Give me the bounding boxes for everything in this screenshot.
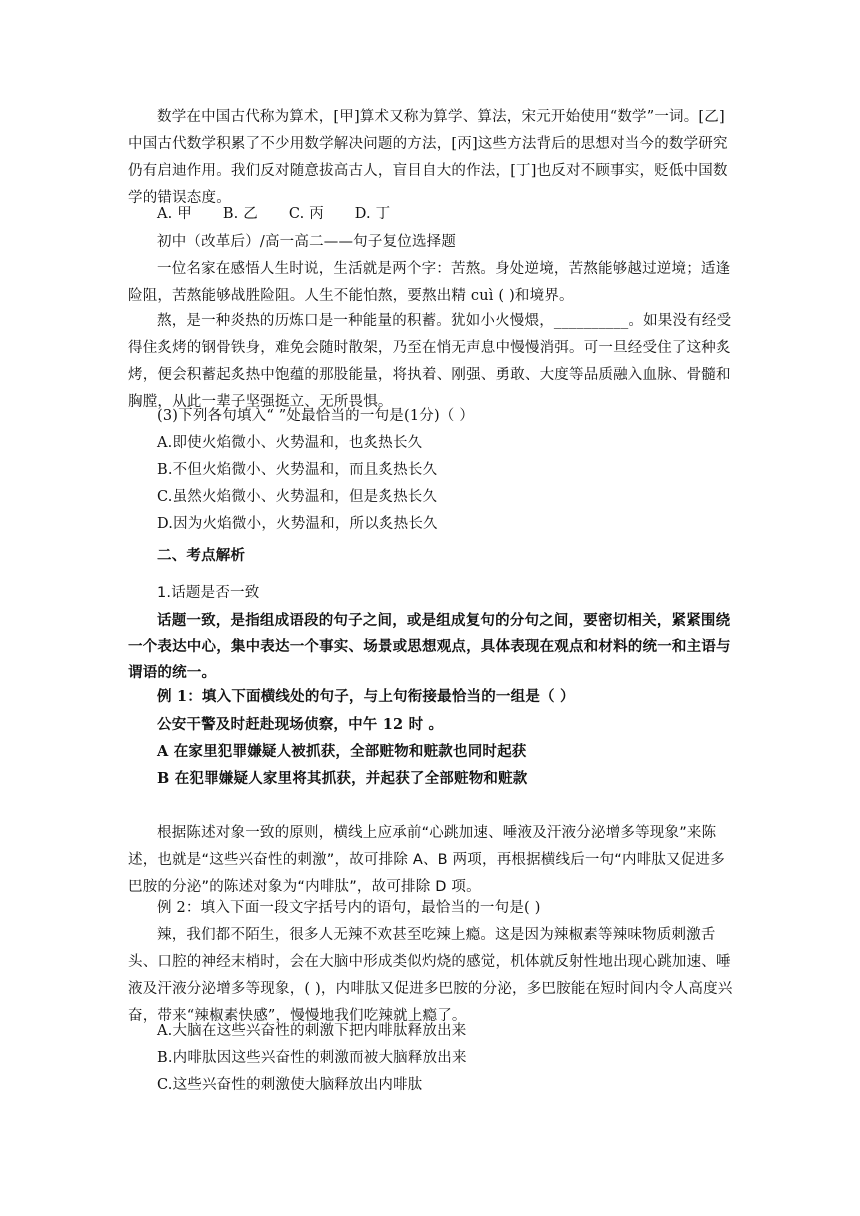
option-a: A. 甲: [157, 206, 192, 222]
section-heading: 二、考点解析: [157, 548, 246, 564]
example-1-option-a: A 在家里犯罪嫌疑人被抓获，全部赃物和赃款也同时起获: [157, 743, 527, 760]
topic-description: 话题一致，是指组成语段的句子之间，或是组成复句的分句之间，要密切相关，紧紧围绕一个表达中心，集中表达一个事实、场景或思想观点，具体表现在观点和材料的统一和主语与谓语的统一。: [128, 613, 731, 681]
example-2-question: 例 2：填入下面一段文字括号内的语句，最恰当的一句是( ): [157, 900, 541, 916]
option-c: C. 丙: [288, 206, 324, 222]
q3-option-b: B.不但火焰微小、火势温和，而且炙热长久: [157, 462, 438, 478]
paragraph-ao-meaning: 熬，是一种炎热的历炼口是一种能量的积蓄。犹如小火慢煨，__________。如果没有经受得住炙烤的钢骨铁身，难免会随时散架，乃至在悄无声息中慢慢消弭。可一旦经受住了这种炙烤，便会积蓄起炙热中饱蕴的那股能量，将执着、刚强、勇敢、大度等品质融入血脉、骨髓和胸膛，从此一辈子坚强挺立、无所畏惧。: [128, 313, 732, 410]
example-1-question: 例 1：填入下面横线处的句子，与上句衔接最恰当的一组是（ ）: [157, 688, 575, 705]
option-d: D. 丁: [354, 206, 391, 222]
analysis-paragraph: 根据陈述对象一致的原则，横线上应承前“心跳加速、唾液及汗液分泌增多等现象”来陈述，也就是“这些兴奋性的刺激”，故可排除 A、B 两项，再根据横线后一句“内啡肽又促进多巴胺的分泌”的陈述对象为“内啡肽”，故可排除 D 项。: [128, 825, 725, 895]
option-b: B. 乙: [222, 206, 258, 222]
paragraph-life-endurance: 一位名家在感悟人生时说，生活就是两个字：苦熬。身处逆境，苦熬能够越过逆境；适逢险阻，苦熬能够战胜险阻。人生不能怕熬，要熬出精 cuì ( )和境界。: [128, 261, 731, 304]
example-2-option-a: A.大脑在这些兴奋性的刺激下把内啡肽释放出来: [157, 1023, 467, 1039]
question-type-heading: 初中（改革后）/高一高二——句子复位选择题: [157, 234, 457, 250]
paragraph-math-history: 数学在中国古代称为算术，[甲]算术又称为算学、算法，宋元开始使用“数学”一词。[乙]中国古代数学积累了不少用数学解决问题的方法，[丙]这些方法背后的思想对当今的数学研究仍有启迪作用。我们反对随意拔高古人，盲目自大的作法，[丁]也反对不顾事实，贬低中国数学的错误态度。: [128, 109, 728, 206]
example-2-option-b: B.内啡肽因这些兴奋性的刺激而被大脑释放出来: [157, 1050, 467, 1066]
q3-option-a: A.即使火焰微小、火势温和，也炙热长久: [157, 435, 423, 451]
example-2-option-c: C.这些兴奋性的刺激使大脑释放出内啡肽: [157, 1077, 423, 1093]
example-1-stem: 公安干警及时赶赴现场侦察，中午 12 时 。: [157, 716, 444, 733]
q3-option-d: D.因为火焰微小，火势温和，所以炙热长久: [157, 516, 438, 532]
example-1-option-b: B 在犯罪嫌疑人家里将其抓获，并起获了全部赃物和赃款: [157, 770, 528, 787]
topic-heading: 1.话题是否一致: [157, 585, 260, 601]
question-3: (3)下列各句填入“ ”处最恰当的一句是(1分)（ ）: [157, 408, 475, 424]
q3-option-c: C.虽然火焰微小、火势温和，但是炙热长久: [157, 489, 438, 505]
example-2-passage: 辣，我们都不陌生，很多人无辣不欢甚至吃辣上瘾。这是因为辣椒素等辣味物质刺激舌头、口腔的神经末梢时，会在大脑中形成类似灼烧的感觉，机体就反射性地出现心跳加速、唾液及汗液分泌增多等现象，( )，内啡肽又促进多巴胺的分泌，多巴胺能在短时间内令人高度兴奋，带来“辣椒素快感”，慢慢地我们吃辣就上瘾了。: [128, 927, 733, 1024]
options-row: [157, 201, 737, 228]
